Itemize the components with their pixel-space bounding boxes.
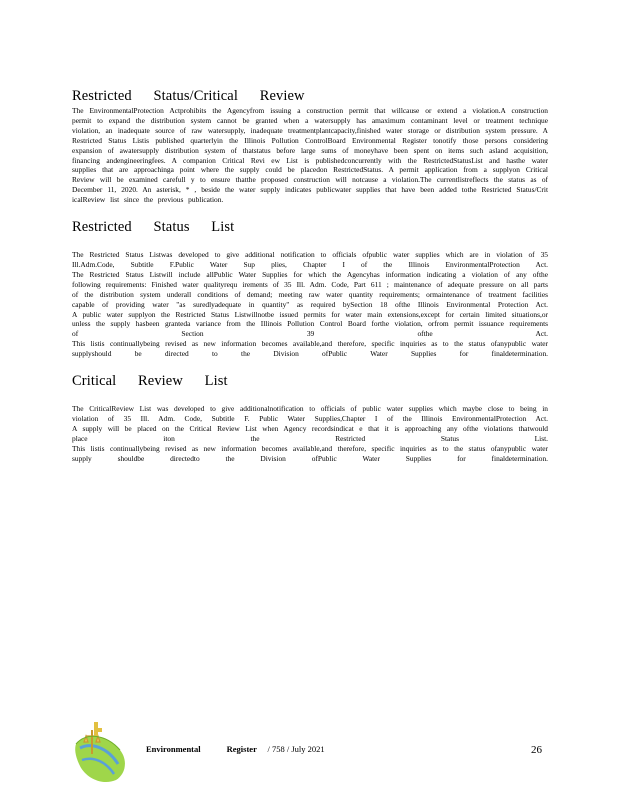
- section-heading-restricted-list: Restricted Status List: [72, 219, 235, 236]
- page-number: 26: [531, 744, 542, 756]
- footer-title-part2: Register: [226, 744, 257, 754]
- section-heading-restricted-critical: Restricted Status/Critical Review: [72, 88, 305, 104]
- footer-title: [146, 744, 325, 754]
- paragraph: The EnvironmentalProtection Actprohibits the Agencyfrom issuing a construction permit that willcause or extend a violation.A construction permit to expand the distribution system cannot be granted when a watersupply has amaximum contaminant level or treatment technique violation, an inadequate source of raw watersupply, inadequate treatmentplantcapacity,finished water storage or distribution system pressure. A Restricted Status Listis published quarterlyin the Illinois Pollution ControlBoard Environmental Register tonotify those persons considering expansion of awatersupply distribution system of thatstatus before large sums of moneyhave been spent on items such asland acquisition, financing andengineeringfees. A companion Critical Revi ew List is publishedconcurrently with the RestrictedStatusList and hasthe water supplies that are approachinga point where the supply could be placedon RestrictedStatus. A permit application from a supplyon Critical Review will be examined carefull y to ensure thatthe proposed construction will notcause a violation.The currentlistreflects the status as of December 11, 2020. An asterisk, * , beside the water supply indicates publicwater supplies that have been added tothe Restricted Status/Crit icalReview list since the previous publication.: [72, 106, 548, 205]
- paragraph: This listis continuallybeing revised as new information becomes available,and therefore, specific inquiries as to the status ofanypublic water supply shouldbe directedto the Division ofPublic Water Supplies for finaldetermination.: [72, 443, 548, 463]
- environmental-register-logo: [72, 720, 132, 784]
- footer-issue: / 758 / July 2021: [267, 744, 325, 754]
- document-body: [72, 88, 548, 463]
- paragraph: A supply will be placed on the Critical Review List when Agency recordsindicat e that it is approaching any ofthe violations thatwould place iton the Restricted Status List.: [72, 423, 548, 443]
- paragraph: This listis continuallybeing revised as new information becomes available,and therefore, specific inquiries as to the status ofanypublic water supplyshould be directed to the Division ofPublic Water Supplies for finaldetermination.: [72, 339, 548, 359]
- paragraph: The Restricted Status Listwill include allPublic Water Supplies for which the Agencyhas information indicating a violation of any ofthe following requirements: Finished water qualityrequ irements of 35 Ill. Adm. Code, Part 611 ; maintenance of adequate pressure on all parts of the distribution system underall conditions of demand; meeting raw water quantity requirements; ormaintenance of treatment facilities capable of providing water "as suredlyadequate in quantity" as required bySection 18 ofthe Illinois Environmental Protection Act.: [72, 269, 548, 309]
- paragraph: A public water supplyon the Restricted Status Listwillnotbe issued permits for water main extensions,except for certain limited situations,or unless the supply hasbeen granteda variance from the Illinois Pollution Control Board forthe violation, orfrom permit issuance requirements of Section 39 ofthe Act.: [72, 309, 548, 339]
- paragraph: The CriticalReview List was developed to give additionalnotification to officials of public water supplies which maybe close to being in violation of 35 Ill. Adm. Code, Subtitle F. Public Water Supplies,Chapter I of the Illinois EnvironmentalProtection Act.: [72, 404, 548, 423]
- footer-title-part1: Environmental: [146, 744, 201, 754]
- section-heading-critical-review-list: Critical Review List: [72, 373, 228, 390]
- paragraph: The Restricted Status Listwas developed to give additional notification to officials ofpublic water supplies which are in violation of 35 Ill.Adm.Code, Subtitle F.Public Water Sup plies, Chapter I of the Illinois EnvironmentalProtection Act.: [72, 250, 548, 269]
- page-footer: [72, 720, 548, 784]
